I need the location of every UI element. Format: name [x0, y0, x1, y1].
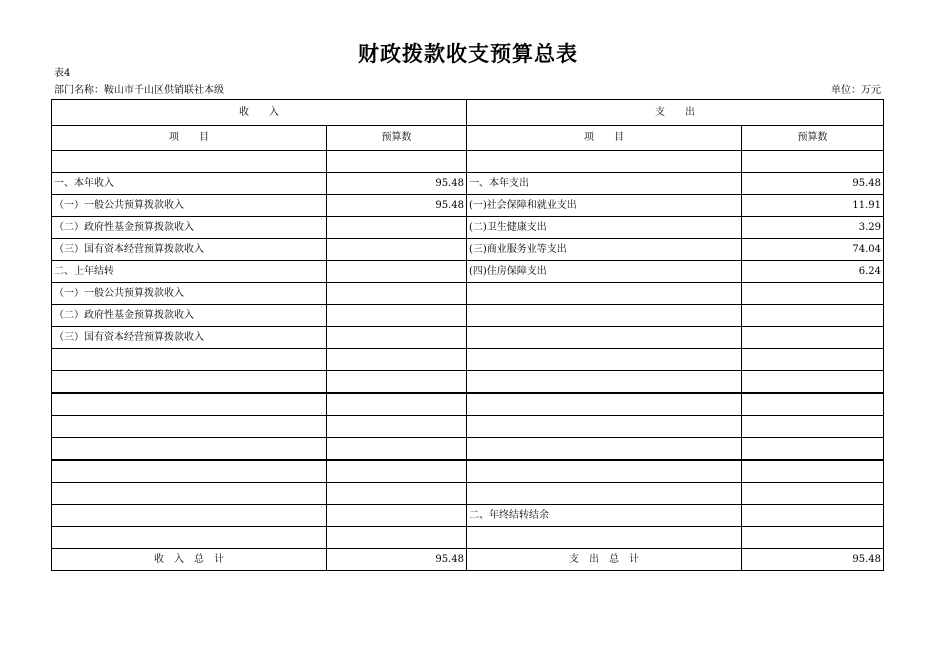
table-row: [52, 371, 884, 394]
expense-item-cell: 一、本年支出: [467, 173, 742, 195]
income-amount-cell: [327, 261, 467, 283]
income-amount-cell: [327, 151, 467, 173]
expense-amount-cell: [742, 305, 884, 327]
table-row: [52, 173, 884, 195]
expense-item-cell: [467, 349, 742, 371]
expense-amount-cell: [742, 349, 884, 371]
expense-amount-cell: [742, 527, 884, 549]
table-row: [52, 527, 884, 549]
expense-amount-cell: [742, 438, 884, 461]
expense-amount-cell: 3.29: [742, 217, 884, 239]
income-total-label: 收 入 总 计: [52, 549, 327, 571]
table-row: [52, 217, 884, 239]
income-item-cell: （三）国有资本经营预算拨款收入: [52, 239, 327, 261]
expense-amount-cell: [742, 371, 884, 394]
expense-item-cell: [467, 151, 742, 173]
income-total-amount: 95.48: [327, 549, 467, 571]
table-row: [52, 483, 884, 505]
income-item-cell: （一）一般公共预算拨款收入: [52, 283, 327, 305]
expense-item-header: 项 目: [467, 126, 742, 151]
income-amount-cell: [327, 527, 467, 549]
income-item-cell: （二）政府性基金预算拨款收入: [52, 217, 327, 239]
income-amount-cell: [327, 393, 467, 416]
income-item-cell: [52, 483, 327, 505]
income-item-cell: [52, 393, 327, 416]
income-amount-cell: [327, 460, 467, 483]
expense-amount-header: 预算数: [742, 126, 884, 151]
table-row: [52, 261, 884, 283]
expense-item-cell: [467, 483, 742, 505]
department-name: 部门名称：鞍山市千山区供销联社本级: [54, 85, 224, 96]
income-amount-cell: [327, 416, 467, 438]
expense-header: 支 出: [467, 100, 884, 126]
income-amount-cell: 95.48: [327, 195, 467, 217]
expense-item-cell: [467, 283, 742, 305]
income-amount-cell: 95.48: [327, 173, 467, 195]
table-row: [52, 416, 884, 438]
income-item-cell: [52, 460, 327, 483]
income-item-cell: （二）政府性基金预算拨款收入: [52, 305, 327, 327]
table-row: [52, 305, 884, 327]
income-item-cell: [52, 151, 327, 173]
income-item-cell: [52, 371, 327, 394]
expense-item-cell: [467, 305, 742, 327]
income-item-header: 项 目: [52, 126, 327, 151]
income-amount-header: 预算数: [327, 126, 467, 151]
expense-item-cell: (三)商业服务业等支出: [467, 239, 742, 261]
income-item-cell: [52, 527, 327, 549]
expense-amount-cell: [742, 393, 884, 416]
expense-amount-cell: [742, 460, 884, 483]
expense-item-cell: [467, 416, 742, 438]
expense-item-cell: [467, 460, 742, 483]
expense-amount-cell: [742, 483, 884, 505]
expense-item-cell: [467, 393, 742, 416]
table-row: [52, 327, 884, 349]
table-row: [52, 151, 884, 173]
expense-amount-cell: [742, 327, 884, 349]
table-row: [52, 349, 884, 371]
table-row: [52, 195, 884, 217]
expense-amount-cell: [742, 151, 884, 173]
expense-amount-cell: 6.24: [742, 261, 884, 283]
income-amount-cell: [327, 217, 467, 239]
expense-item-cell: [467, 527, 742, 549]
expense-amount-cell: [742, 416, 884, 438]
income-header: 收 入: [52, 100, 467, 126]
expense-total-label: 支 出 总 计: [467, 549, 742, 571]
income-amount-cell: [327, 438, 467, 461]
expense-item-cell: 二、年终结转结余: [467, 505, 742, 527]
expense-item-cell: [467, 327, 742, 349]
expense-item-cell: (四)住房保障支出: [467, 261, 742, 283]
header-row-2: [52, 126, 884, 151]
expense-amount-cell: 11.91: [742, 195, 884, 217]
expense-amount-cell: [742, 505, 884, 527]
expense-item-cell: [467, 371, 742, 394]
expense-amount-cell: 74.04: [742, 239, 884, 261]
table-row: [52, 283, 884, 305]
table-number: 表4: [54, 68, 71, 79]
income-amount-cell: [327, 283, 467, 305]
income-amount-cell: [327, 239, 467, 261]
expense-item-cell: [467, 438, 742, 461]
table-row: [52, 505, 884, 527]
income-item-cell: 一、本年收入: [52, 173, 327, 195]
income-item-cell: [52, 505, 327, 527]
header-row-1: [52, 100, 884, 126]
table-row: [52, 239, 884, 261]
unit-label: 单位：万元: [831, 85, 881, 96]
table-row: [52, 393, 884, 416]
total-row: [52, 549, 884, 571]
table-row: [52, 460, 884, 483]
income-item-cell: [52, 438, 327, 461]
income-amount-cell: [327, 327, 467, 349]
page-title: 财政拨款收支预算总表: [358, 42, 578, 66]
expense-amount-cell: 95.48: [742, 173, 884, 195]
income-amount-cell: [327, 371, 467, 394]
expense-item-cell: (一)社会保障和就业支出: [467, 195, 742, 217]
income-amount-cell: [327, 305, 467, 327]
budget-table: [51, 99, 884, 571]
expense-amount-cell: [742, 283, 884, 305]
income-item-cell: [52, 416, 327, 438]
expense-total-amount: 95.48: [742, 549, 884, 571]
expense-item-cell: (二)卫生健康支出: [467, 217, 742, 239]
income-amount-cell: [327, 483, 467, 505]
income-item-cell: 二、上年结转: [52, 261, 327, 283]
income-amount-cell: [327, 505, 467, 527]
income-item-cell: [52, 349, 327, 371]
income-amount-cell: [327, 349, 467, 371]
table-row: [52, 438, 884, 461]
income-item-cell: （三）国有资本经营预算拨款收入: [52, 327, 327, 349]
income-item-cell: （一）一般公共预算拨款收入: [52, 195, 327, 217]
